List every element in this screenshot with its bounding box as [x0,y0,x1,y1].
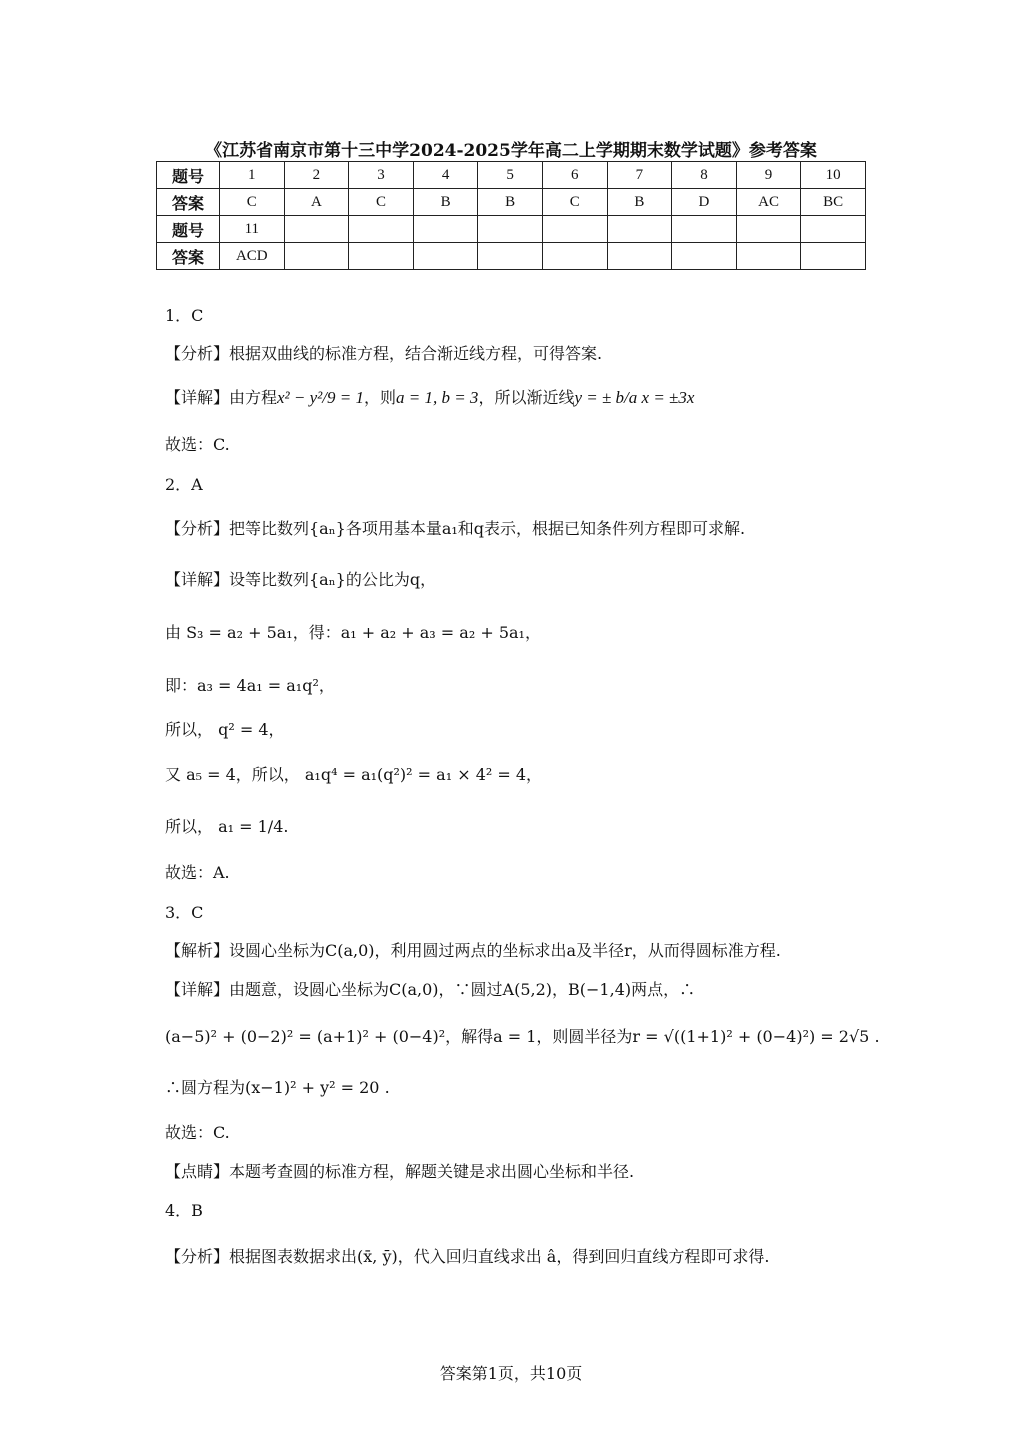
table-cell [672,243,737,270]
table-row [157,189,866,216]
q2-choice: 故选：A. [165,863,230,882]
q1-detail-prefix: 【详解】由方程 [165,388,278,407]
q2-line-4: 又 a₅ = 4，所以， a₁q⁴ = a₁(q²)² = a₁ × 4² = 4， [165,765,543,784]
table-cell: 2 [284,162,349,189]
q1-equation-asymptote: y = ± b/a x = ±3x [574,388,695,407]
table-cell [478,243,543,270]
row-header-question: 题号 [157,216,220,243]
table-cell [413,243,478,270]
table-cell [607,216,672,243]
table-cell: 3 [349,162,414,189]
table-cell [607,243,672,270]
q3-heading: 3．C [165,903,204,922]
q2-line-3: 所以， q² = 4， [165,720,285,739]
table-cell: 9 [736,162,801,189]
page-title: 《江苏省南京市第十三中学2024-2025学年高二上学期期末数学试题》参考答案 [205,141,817,161]
table-cell: 10 [801,162,866,189]
q2-detail: 【详解】设等比数列{aₙ}的公比为q， [165,570,437,589]
table-cell: 8 [672,162,737,189]
table-cell [542,243,607,270]
q2-line-5: 所以， a₁ = 1/4. [165,817,289,836]
row-header-answer: 答案 [157,189,220,216]
table-cell: 1 [220,162,285,189]
table-cell [413,216,478,243]
table-cell [284,216,349,243]
table-row [157,216,866,243]
q1-equation-hyperbola: x² − y²/9 = 1 [277,388,364,407]
q2-analysis: 【分析】把等比数列{aₙ}各项用基本量a₁和q表示，根据已知条件列方程即可求解. [165,519,746,538]
row-header-answer: 答案 [157,243,220,270]
table-cell [801,243,866,270]
table-cell: 4 [413,162,478,189]
q1-detail [165,387,694,409]
q4-heading: 4．B [165,1201,203,1220]
table-cell: C [542,189,607,216]
q3-choice: 故选：C. [165,1123,230,1142]
table-cell: 11 [220,216,285,243]
page-footer: 答案第1页，共10页 [439,1364,583,1383]
q1-choice: 故选：C. [165,435,230,454]
q1-heading: 1．C [165,306,204,325]
table-cell [801,216,866,243]
table-cell: 5 [478,162,543,189]
table-cell: B [413,189,478,216]
q1-detail-mid2: ，所以渐近线 [478,388,575,407]
table-row [157,162,866,189]
table-cell [349,243,414,270]
q2-line-2: 即：a₃ = 4a₁ = a₁q²， [165,676,335,695]
table-row [157,243,866,270]
q1-detail-mid: ，则 [363,388,396,407]
table-cell [672,216,737,243]
table-cell [349,216,414,243]
table-cell [284,243,349,270]
q2-heading: 2．A [165,475,203,494]
table-cell: C [349,189,414,216]
q3-analysis: 【解析】设圆心坐标为C(a,0)，利用圆过两点的坐标求出a及半径r，从而得圆标准方程. [165,941,781,960]
table-cell: 6 [542,162,607,189]
q3-comment: 【点睛】本题考查圆的标准方程，解题关键是求出圆心坐标和半径. [165,1162,635,1181]
q3-detail: 【详解】由题意，设圆心坐标为C(a,0)，∵圆过A(5,2)，B(−1,4)两点，∴ [165,980,696,999]
table-cell: ACD [220,243,285,270]
q1-equation-ab: a = 1, b = 3 [395,388,479,407]
q2-line-1: 由 S₃ = a₂ + 5a₁，得：a₁ + a₂ + a₃ = a₂ + 5a₁， [165,623,541,642]
answer-table [156,161,866,270]
row-header-question: 题号 [157,162,220,189]
q4-analysis: 【分析】根据图表数据求出(x̄, ȳ)，代入回归直线求出 â，得到回归直线方程即可求得. [165,1247,770,1266]
q1-analysis: 【分析】根据双曲线的标准方程，结合渐近线方程，可得答案. [165,344,603,363]
table-cell: BC [801,189,866,216]
table-cell [736,243,801,270]
table-cell: AC [736,189,801,216]
table-cell [542,216,607,243]
q3-line-2: ∴圆方程为(x−1)² + y² = 20 . [165,1078,390,1097]
table-cell [736,216,801,243]
table-cell: 7 [607,162,672,189]
table-cell: A [284,189,349,216]
table-cell [478,216,543,243]
table-cell: D [672,189,737,216]
table-cell: C [220,189,285,216]
table-cell: B [478,189,543,216]
table-cell: B [607,189,672,216]
q3-line-1: (a−5)² + (0−2)² = (a+1)² + (0−4)²，解得a = 1，则圆半径为r = √((1+1)² + (0−4)²) = 2√5 . [165,1027,880,1046]
